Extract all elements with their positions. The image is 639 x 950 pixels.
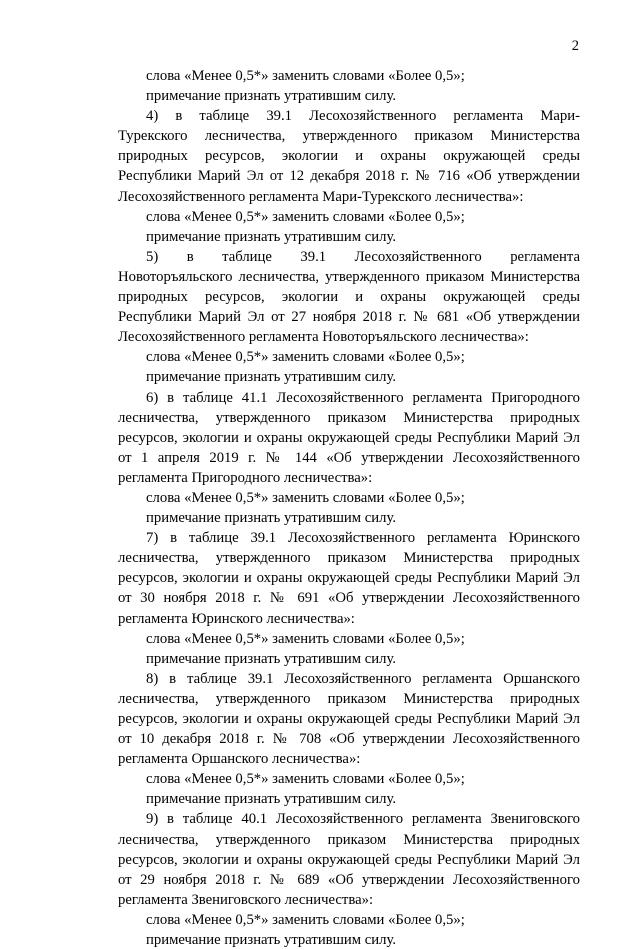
text-line: природных ресурсов, экологии и охраны окружающей среды (118, 148, 580, 165)
text-line: Лесохозяйственного регламента Мари-Турекского лесничества»: (118, 188, 524, 205)
text-line: Республики Марий Эл от 27 ноября 2018 г. № 681 «Об утверждении (118, 309, 580, 326)
text-line: лесничества, утвержденного приказом Министерства природных (118, 831, 580, 848)
text-line: Республики Марий Эл от 12 декабря 2018 г. № 716 «Об утверждении (118, 168, 580, 185)
text-line: слова «Менее 0,5*» заменить словами «Более 0,5»; (146, 630, 465, 647)
text-line: Новоторъяльского лесничества, утвержденного приказом Министерства (118, 268, 580, 285)
paragraph-block (118, 528, 580, 669)
text-line: 6) в таблице 41.1 Лесохозяйственного регламента Пригородного (146, 389, 580, 406)
text-line: 9) в таблице 40.1 Лесохозяйственного регламента Звениговского (146, 811, 580, 828)
paragraph-block (118, 669, 580, 810)
text-line: от 10 декабря 2018 г. № 708 «Об утверждении Лесохозяйственного (118, 731, 580, 748)
text-line: ресурсов, экологии и охраны окружающей среды Республики Марий Эл (118, 851, 580, 868)
text-line: лесничества, утвержденного приказом Министерства природных (118, 550, 580, 567)
text-line: слова «Менее 0,5*» заменить словами «Более 0,5»; (146, 208, 465, 225)
text-line: от 30 ноября 2018 г. № 691 «Об утверждении Лесохозяйственного (118, 590, 580, 607)
text-line: лесничества, утвержденного приказом Министерства природных (118, 690, 580, 707)
page-number: 2 (571, 38, 579, 54)
text-line: 7) в таблице 39.1 Лесохозяйственного регламента Юринского (146, 530, 580, 547)
paragraph-block (118, 809, 580, 950)
text-line: примечание признать утратившим силу. (146, 369, 397, 386)
text-line: лесничества, утвержденного приказом Министерства природных (118, 409, 580, 426)
text-line: 4) в таблице 39.1 Лесохозяйственного регламента Мари- (146, 108, 580, 125)
text-line: 5) в таблице 39.1 Лесохозяйственного регламента (146, 248, 580, 265)
text-line: регламента Оршанского лесничества»: (118, 751, 361, 768)
text-line: Турекского лесничества, утвержденного приказом Министерства (118, 128, 580, 145)
document-body (118, 66, 580, 950)
text-line: от 29 ноября 2018 г. № 689 «Об утверждении Лесохозяйственного (118, 871, 580, 888)
text-line: примечание признать утратившим силу. (146, 510, 397, 527)
text-line: слова «Менее 0,5*» заменить словами «Более 0,5»; (146, 771, 465, 788)
paragraph-block (118, 247, 580, 388)
text-line: ресурсов, экологии и охраны окружающей среды Республики Марий Эл (118, 711, 580, 727)
text-line: примечание признать утратившим силу. (146, 228, 397, 245)
text-line: регламента Пригородного лесничества»: (118, 469, 373, 486)
text-line: примечание признать утратившим силу. (146, 791, 397, 808)
text-line: примечание признать утратившим силу. (146, 650, 397, 667)
text-line: ресурсов, экологии и охраны окружающей среды Республики Марий Эл (118, 570, 580, 587)
text-line: Лесохозяйственного регламента Новоторъяльского лесничества»: (118, 329, 529, 346)
text-line: слова «Менее 0,5*» заменить словами «Более 0,5»; (146, 911, 465, 928)
paragraph-block (118, 106, 580, 247)
text-line: природных ресурсов, экологии и охраны окружающей среды (118, 289, 580, 306)
text-line: регламента Звениговского лесничества»: (118, 891, 374, 908)
paragraph-block (118, 388, 580, 529)
text-line: ресурсов, экологии и охраны окружающей среды Республики Марий Эл (118, 429, 580, 446)
text-line: 8) в таблице 39.1 Лесохозяйственного регламента Оршанского (146, 670, 580, 687)
paragraph-block (118, 66, 580, 106)
text-line: слова «Менее 0,5*» заменить словами «Более 0,5»; (146, 489, 465, 506)
text-line: примечание признать утратившим силу. (146, 932, 397, 949)
text-line: от 1 апреля 2019 г. № 144 «Об утверждении Лесохозяйственного (118, 449, 580, 466)
text-line: примечание признать утратившим силу. (146, 88, 397, 105)
text-line: слова «Менее 0,5*» заменить словами «Более 0,5»; (146, 68, 465, 84)
text-line: регламента Юринского лесничества»: (118, 610, 355, 627)
text-line: слова «Менее 0,5*» заменить словами «Более 0,5»; (146, 349, 465, 366)
